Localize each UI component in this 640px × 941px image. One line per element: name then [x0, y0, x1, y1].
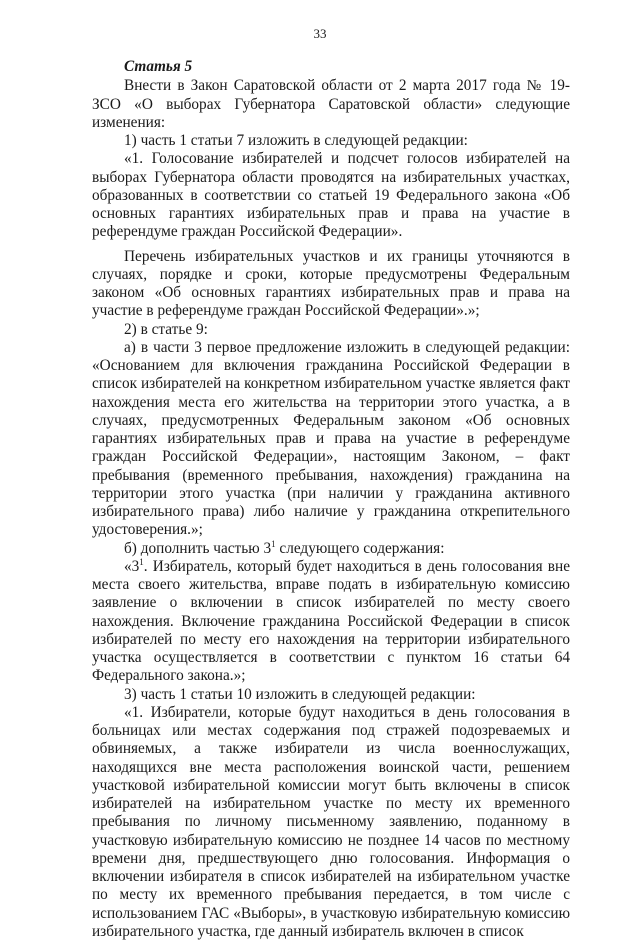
paragraph-item-1: 1) часть 1 статьи 7 изложить в следующей редакции:	[124, 132, 468, 149]
superscript: 1	[271, 538, 276, 549]
paragraph-item-2b-text: б) дополнить частью 3	[124, 539, 272, 557]
paragraph-item-2a: а) в части 3 первое предложение изложить в следующей редакции: «Основанием для включения гражданина Российской Федерации в список избирателей на конкретном избирательном участке является факт нахождения места его жительства на территории этого участка, а в случаях, предусмотренных Федеральным законом «Об основных гарантиях избирательных прав и права на участие в референдуме граждан Российской Федерации», настоящим Законом, – факт пребывания (временного пребывания, нахождения) гражданина на территории этого участка (при наличии у гражданина активного избирательного права) либо наличие у гражданина открепительного удостоверения.»;	[92, 338, 570, 539]
paragraph-part-3-1-text: . Избиратель, который будет находиться в день голосования вне места своего жительства, вправе подать в избирательную комиссию заявление о включении в список избирателей по месту своего нахождения. Включение гражданина Российской Федерации в список избирателей по месту его нахождения на территории избирательного участка осуществляется в соответствии с пунктом 16 статьи 64 Федерального закона.»;	[92, 557, 570, 685]
paragraph-item-2b	[92, 540, 570, 558]
paragraph-part-3-1-start: «3	[124, 557, 140, 575]
superscript: 1	[139, 556, 144, 567]
paragraph-item-3: 3) часть 1 статьи 10 изложить в следующей редакции:	[124, 685, 476, 703]
paragraph-intro: Внести в Закон Саратовской области от 2 марта 2017 года № 19-ЗСО «О выборах Губернатора Саратовской области» следующие изменения:	[92, 77, 570, 131]
paragraph-part-3-1	[92, 558, 570, 686]
article-heading: Статья 5	[124, 58, 193, 75]
paragraph-polling-stations: Перечень избирательных участков и их границы уточняются в случаях, порядке и сроки, которые предусмотрены Федеральным законом «Об основных гарантиях избирательных прав и права на участие в референдуме граждан Российской Федерации».»;	[92, 247, 570, 320]
paragraph-quote-article-7: «1. Голосование избирателей и подсчет голосов избирателей на выборах Губернатора области проводятся на избирательных участках, образованных в соответствии со статьей 19 Федерального закона «Об основных гарантиях избирательных прав и права на участие в референдуме граждан Российской Федерации».	[92, 150, 570, 241]
paragraph-item-2b-tail: следующего содержания:	[275, 539, 445, 557]
page-number: 33	[313, 26, 327, 41]
paragraph-quote-article-10: «1. Избиратели, которые будут находиться в день голосования в больницах или местах содержания под стражей подозреваемых и обвиняемых, а также избиратели из числа военнослужащих, находящихся вне места расположения воинской части, решением участковой избирательной комиссии могут быть включены в список избирателей на избирательном участке по месту их временного пребывания по личному письменному заявлению, поданному в участковую избирательную комиссию не позднее 14 часов по местному времени дня, предшествующего дню голосования. Информация о включении избирателя в список избирателей на избирательном участке по месту их временного пребывания передается, в том числе с использованием ГАС «Выборы», в участковую избирательную комиссию избирательного участка, где данный избиратель включен в список	[92, 703, 570, 940]
paragraph-item-2: 2) в статье 9:	[124, 320, 208, 338]
document-body	[92, 58, 570, 941]
